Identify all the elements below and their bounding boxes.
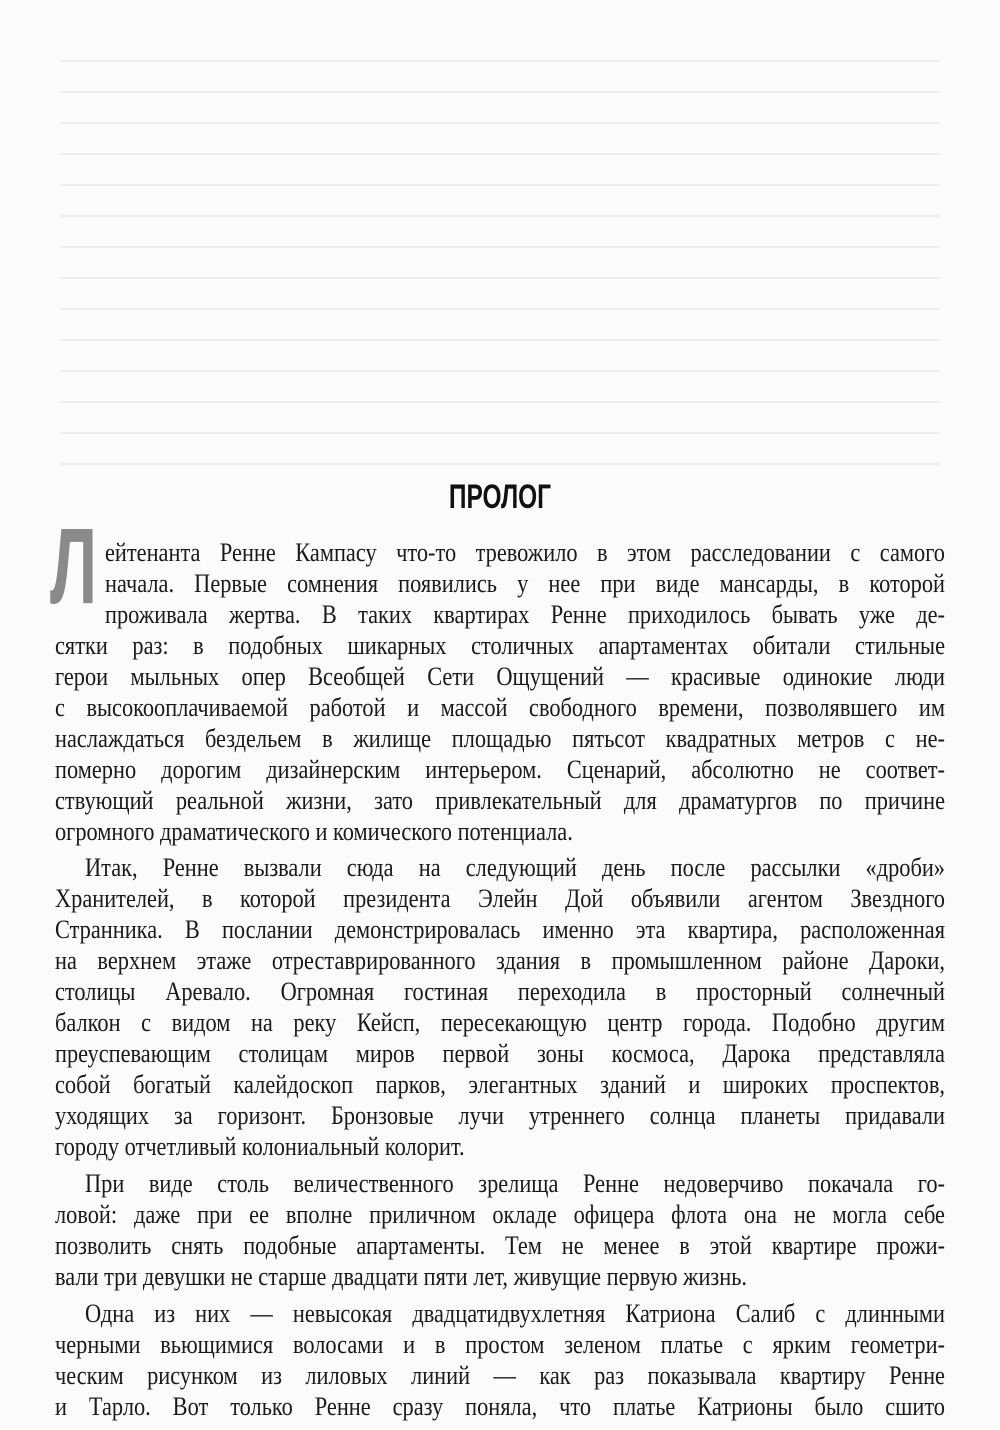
bleed-line: [60, 60, 940, 62]
text-line: Итак, Ренне вызвали сюда на следующий день после рассылки «дроби»: [85, 853, 945, 882]
text-line: вали три девушки не старше двадцати пяти лет, живущие первую жизнь.: [55, 1262, 748, 1291]
text-line: Странника. В послании демонстрировалась именно эта квартира, расположенная: [55, 915, 945, 944]
text-line: преуспевающим столицам миров первой зоны космоса, Дарока представляла: [55, 1039, 945, 1068]
text-line: уходящих за горизонт. Бронзовые лучи утреннего солнца планеты придавали: [55, 1101, 945, 1130]
text-line: померно дорогим дизайнерским интерьером. Сценарий, абсолютно не соответ-: [55, 755, 945, 784]
bleed-line: [60, 339, 940, 341]
bleed-line: [60, 91, 940, 93]
text-line: Хранителей, в которой президента Элейн Дой объявили агентом Звездного: [55, 884, 945, 913]
text-line: и Тарло. Вот только Ренне сразу поняла, что платье Катрионы было сшито: [55, 1392, 945, 1421]
drop-cap: Л: [50, 505, 97, 626]
chapter-title: ПРОЛОГ: [448, 478, 552, 516]
bleed-line: [60, 370, 940, 372]
text-line: собой богатый калейдоскоп парков, элегантных зданий и широких проспектов,: [55, 1070, 945, 1099]
text-line: городу отчетливый колониальный колорит.: [55, 1132, 465, 1161]
text-line: ловой: даже при ее вполне приличном окладе офицера флота она не могла себе: [55, 1200, 945, 1229]
text-line: Одна из них — невысокая двадцатидвухлетняя Катриона Салиб с длинными: [85, 1299, 945, 1328]
text-line: балкон с видом на реку Кейсп, пересекающую центр города. Подобно другим: [55, 1008, 945, 1037]
text-line: с высокооплачиваемой работой и массой свободного времени, позволявшего им: [55, 693, 945, 722]
text-line: герои мыльных опер Всеобщей Сети Ощущений — красивые одинокие люди: [55, 662, 945, 691]
text-line: ейтенанта Ренне Кампасу что-то тревожило в этом расследовании с самого: [105, 538, 945, 567]
bleed-line: [60, 122, 940, 124]
text-line: При виде столь величественного зрелища Ренне недоверчиво покачала го-: [85, 1169, 945, 1198]
bleed-line: [60, 246, 940, 248]
bleed-line: [60, 463, 940, 465]
bleed-line: [60, 184, 940, 186]
bleed-line: [60, 215, 940, 217]
text-line: на верхнем этаже отреставрированного здания в промышленном районе Дароки,: [55, 946, 945, 975]
bleed-line: [60, 401, 940, 403]
text-line: наслаждаться бездельем в жилище площадью пятьсот квадратных метров с не-: [55, 724, 945, 753]
bleed-line: [60, 432, 940, 434]
bleed-line: [60, 308, 940, 310]
bleed-line: [60, 153, 940, 155]
text-line: столицы Аревало. Огромная гостиная переходила в просторный солнечный: [55, 977, 945, 1006]
text-line: черными вьющимися волосами и в простом зеленом платье с ярким геометри-: [55, 1330, 945, 1359]
text-line: огромного драматического и комического потенциала.: [55, 817, 573, 846]
text-line: проживала жертва. В таких квартирах Ренне приходилось бывать уже де-: [105, 600, 945, 629]
text-line: позволить снять подобные апартаменты. Тем не менее в этой квартире прожи-: [55, 1231, 945, 1260]
text-line: ствующий реальной жизни, зато привлекательный для драматургов по причине: [55, 786, 945, 815]
text-line: начала. Первые сомнения появились у нее при виде мансарды, в которой: [105, 569, 945, 598]
text-line: сятки раз: в подобных шикарных столичных апартаментах обитали стильные: [55, 631, 945, 660]
text-line: ческим рисунком из лиловых линий — как раз показывала квартиру Ренне: [55, 1361, 945, 1390]
bleed-line: [60, 277, 940, 279]
